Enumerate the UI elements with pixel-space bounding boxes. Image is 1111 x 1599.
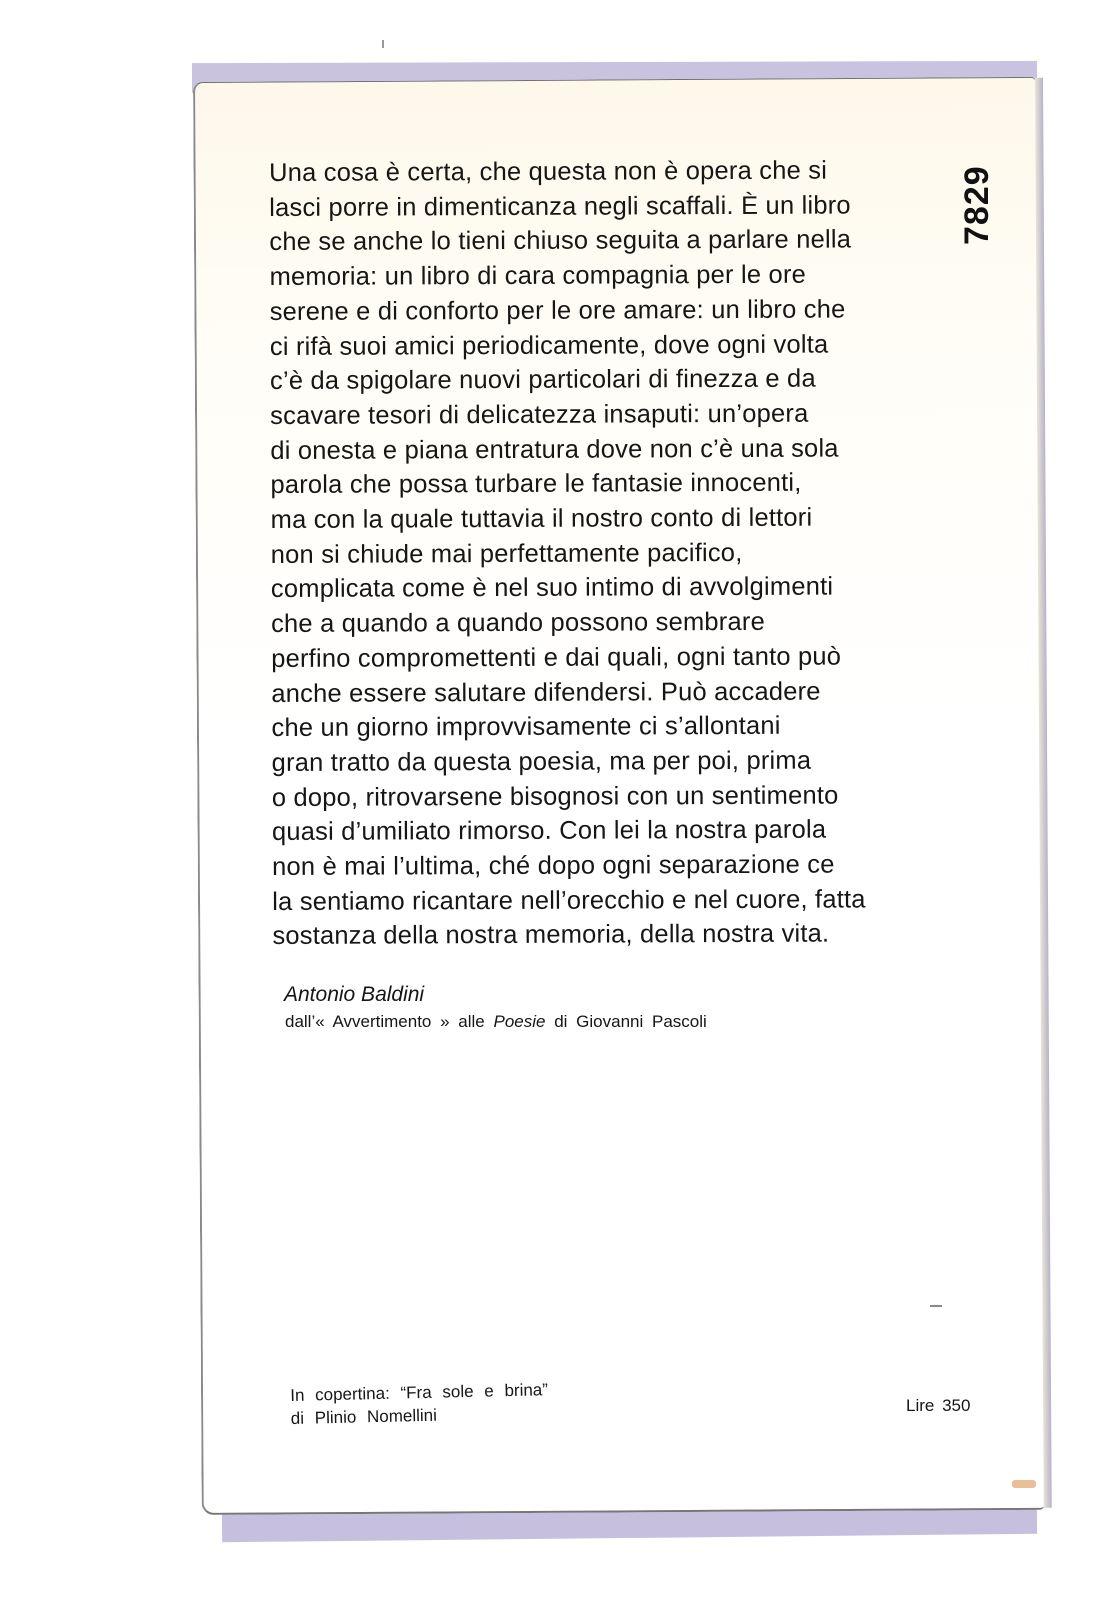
blurb-line: memoria: un libro di cara compagnia per le ore (269, 260, 807, 292)
blurb-line: parola che possa turbare le fantasie innocenti, (270, 469, 802, 500)
scan-mark (930, 1305, 942, 1307)
quote-author: Antonio Baldini (284, 983, 425, 1006)
blurb-line: sostanza della nostra memoria, della nostra vita. (272, 920, 830, 951)
source-work-title: Poesie (493, 1012, 546, 1031)
cover-art-credit (290, 1378, 549, 1430)
scan-speck (382, 40, 384, 48)
blurb-line: la sentiamo ricantare nell’orecchio e nel cuore, fatta (272, 885, 866, 916)
blurb-line: gran tratto da questa poesia, ma per poi, prima (271, 746, 812, 777)
blurb-line: ma con la quale tuttavia il nostro conto di lettori (270, 503, 813, 535)
cover-art-artist: di Plinio Nomellini (290, 1405, 438, 1428)
blurb-line: scavare tesori di delicatezza insaputi: un’opera (270, 399, 809, 430)
price-label: Lire 350 (906, 1396, 971, 1415)
blurb-line: serene e di conforto per le ore amare: un libro che (269, 295, 846, 326)
serial-number: 7829 (958, 165, 996, 245)
blurb-line: perfino compromettenti e dai quali, ogni tanto può (271, 642, 842, 673)
source-prefix: dall’« Avvertimento » alle (285, 1012, 485, 1031)
quote-source (285, 1012, 707, 1032)
blurb-line: non è mai l’ultima, ché dopo ogni separazione ce (272, 850, 835, 882)
cover-edge (1035, 78, 1052, 1508)
blurb-line: non si chiude mai perfettamente pacifico, (270, 538, 743, 569)
blurb-line: anche essere salutare difendersi. Può accadere (271, 677, 821, 708)
blurb-line: di onesta e piana entratura dove non c’è una sola (270, 434, 839, 465)
blurb-line: c’è da spigolare nuovi particolari di finezza e da (269, 364, 816, 396)
blurb-line: complicata come è nel suo intimo di avvolgimenti (270, 572, 834, 604)
blurb-line: che un giorno improvvisamente ci s’allontani (271, 712, 781, 743)
paper-stain (1012, 1480, 1036, 1488)
cover-art-title: In copertina: “Fra sole e brina” (290, 1380, 549, 1405)
blurb-line: che a quando a quando possono sembrare (270, 607, 765, 639)
blurb-line: che se anche lo tieni chiuso seguita a parlare nella (269, 225, 852, 257)
blurb-line: lasci porre in dimenticanza negli scaffali. È un libro (269, 191, 851, 222)
blurb-line: quasi d’umiliato rimorso. Con lei la nostra parola (271, 815, 827, 847)
blurb-line: Una cosa è certa, che questa non è opera che si (269, 156, 828, 187)
blurb-text (269, 153, 992, 954)
source-suffix: di Giovanni Pascoli (554, 1012, 707, 1031)
blurb-line: ci rifà suoi amici periodicamente, dove ogni volta (269, 330, 829, 361)
blurb-line: o dopo, ritrovarsene bisognosi con un sentimento (271, 781, 839, 812)
